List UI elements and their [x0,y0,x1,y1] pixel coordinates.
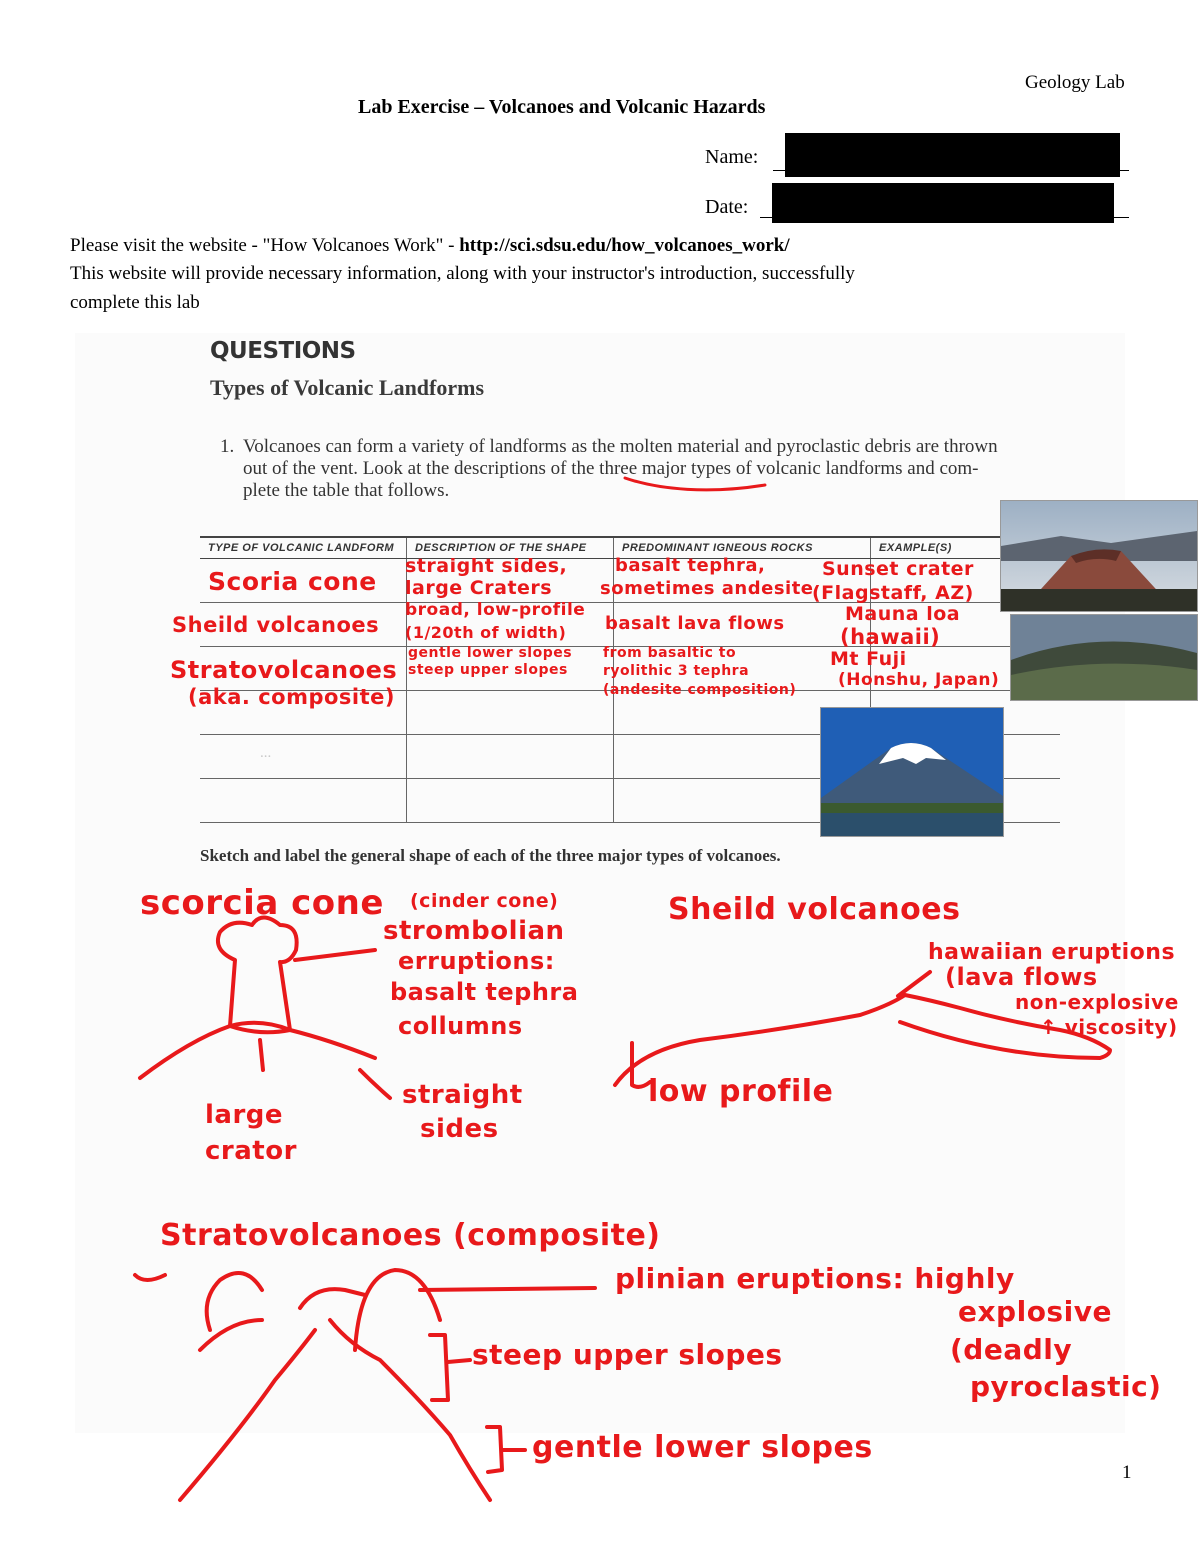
strombolian-pointer [295,950,375,960]
row2-rock: basalt lava flows [605,613,785,634]
steep-slopes-label: steep upper slopes [472,1338,783,1371]
row2-type: Sheild volcanoes [172,613,380,637]
plinian-label-2: explosive [958,1295,1112,1328]
strombolian-label-1: strombolian [383,916,565,946]
website-link[interactable]: http://sci.sdsu.edu/how_volcanoes_work/ [459,235,790,256]
page-title: Lab Exercise – Volcanoes and Volcanic Hazards [358,96,766,118]
intro-line-2: This website will provide necessary information, along with your instructor's introduction, successfully [70,263,855,284]
row1-rock-2: sometimes andesite [600,578,814,599]
hawaiian-label-1: hawaiian eruptions [928,940,1176,965]
row2-desc-1: broad, low-profile [405,600,586,620]
scoria-cone-outline [140,918,375,1079]
table-header: TYPE OF VOLCANIC LANDFORM [200,537,407,559]
plinian-pointer [420,1288,595,1290]
row3-example-1: Mt Fuji [830,648,907,670]
row1-desc-2: large Craters [405,577,553,599]
row3-rock-3: (andesite composition) [603,682,797,698]
strato-left-slope [180,1330,315,1500]
row3-type-1: Stratovolcanoes [170,656,398,684]
worksheet-heading: QUESTIONS [210,338,356,364]
shield-vent-pointer [898,972,930,996]
table-header: DESCRIPTION OF THE SHAPE [407,537,614,559]
hawaiian-label-4: ↑ viscosity) [1040,1015,1178,1039]
strombolian-label-2: erruptions: [398,947,555,975]
gentle-bracket [487,1427,502,1472]
shield-label: Sheild volcanoes [668,892,961,927]
scoria-alt-label: (cinder cone) [410,890,559,912]
hawaiian-label-2: (lava flows [945,963,1098,991]
row2-desc-2: (1/20th of width) [405,623,567,642]
strato-label: Stratovolcanoes (composite) [160,1218,661,1253]
row1-rock-1: basalt tephra, [615,555,766,576]
low-profile-label: low profile [648,1074,834,1109]
worksheet-subheading: Types of Volcanic Landforms [210,375,485,400]
plinian-label-4: pyroclastic) [970,1370,1162,1403]
row3-desc-2: steep upper slopes [408,662,568,678]
row3-rock-2: ryolithic 3 tephra [603,663,750,679]
table-header: PREDOMINANT IGNEOUS ROCKS [614,537,871,559]
steep-pointer [448,1360,470,1362]
question-line-2: out of the vent. Look at the descriptions of the three major types of volcanic landforms and com- [243,458,979,479]
scoria-left-side [260,1040,263,1070]
row2-example-1: Mauna loa [845,603,961,625]
row3-desc-1: gentle lower slopes [408,645,573,661]
faint-scan-text: ... [260,745,272,761]
sketch-prompt: Sketch and label the general shape of each of the three major types of volcanoes. [200,846,781,865]
plinian-label-3: (deadly [950,1333,1073,1366]
question-line-3: plete the table that follows. [243,480,450,501]
straight-sides-pointer [360,1070,390,1098]
question-number: 1. [220,436,235,457]
row2-example-2: (hawaii) [840,625,941,649]
row1-example-2: (Flagstaff, AZ) [812,582,974,604]
straight-sides-label-2: sides [420,1114,499,1144]
course-label: Geology Lab [1025,72,1125,93]
table-header: EXAMPLE(S) [871,537,1061,559]
strato-cloud-4 [300,1289,365,1308]
scoria-label: scorcia cone [140,883,384,923]
row1-type: Scoria cone [208,567,377,596]
straight-sides-label-1: straight [402,1080,523,1110]
date-label: Date: [705,196,749,218]
large-crater-label-1: large [205,1100,284,1130]
question-line-1: Volcanoes can form a variety of landforms as the molten material and pyroclastic debris are thrown [243,436,998,457]
strombolian-label-3: basalt tephra [390,978,579,1006]
hawaiian-label-3: non-explosive [1015,990,1179,1014]
strato-cloud-1 [135,1275,165,1280]
intro-text: Please visit the website - "How Volcanoes Work" - [70,235,460,256]
strato-cloud-5 [355,1270,440,1350]
name-label: Name: [705,146,759,168]
strombolian-label-4: collumns [398,1012,523,1040]
scoria-crater [230,1023,290,1032]
page-number: 1 [1122,1462,1132,1483]
row3-rock-1: from basaltic to [603,645,737,661]
row1-example-1: Sunset crater [822,558,974,580]
gentle-slopes-label: gentle lower slopes [532,1430,873,1465]
intro-line-3: complete this lab [70,292,200,313]
row3-example-2: (Honshu, Japan) [838,670,1000,690]
row3-type-2: (aka. composite) [188,685,395,709]
row1-desc-1: straight sides, [405,555,568,577]
large-crater-label-2: crator [205,1136,297,1166]
plinian-label-1: plinian eruptions: highly [615,1262,1015,1295]
steep-bracket [430,1335,448,1400]
